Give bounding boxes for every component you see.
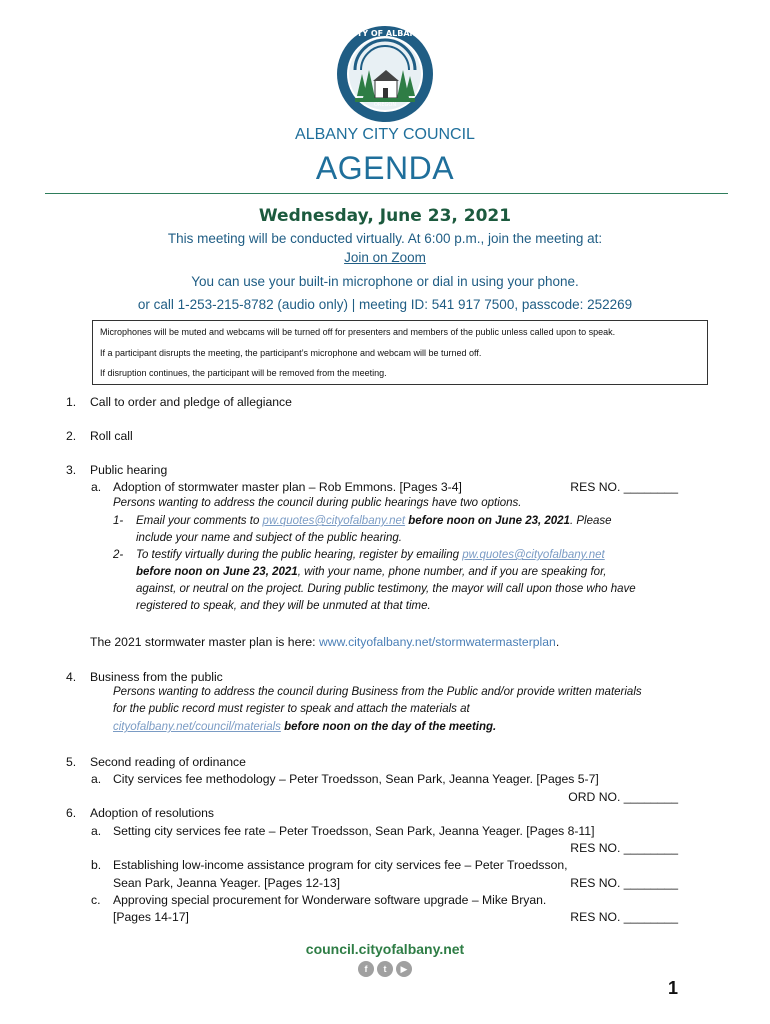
ord-number-field: ORD NO. ________ (568, 790, 678, 804)
option-2-line-3: against, or neutral on the project. During public testimony, the mayor will call upon those who have (136, 583, 636, 595)
facebook-icon[interactable]: f (358, 961, 374, 977)
dial-in-line: or call 1-253-215-8782 (audio only) | meeting ID: 541 917 7500, passcode: 252269 (137, 297, 633, 312)
seal-city-text: CITY OF ALBANY (348, 29, 422, 38)
sub-item-text: Establishing low-income assistance program for city services fee – Peter Troedsson, (113, 858, 568, 872)
item-title: Second reading of ordinance (90, 755, 246, 769)
sub-item-text-cont: [Pages 14-17] (113, 910, 189, 924)
twitter-icon[interactable]: t (377, 961, 393, 977)
item-title: Roll call (90, 429, 133, 443)
option-2-line-2: before noon on June 23, 2021, with your name, phone number, and if you are speaking for, (136, 566, 607, 578)
zoom-link-row (0, 250, 770, 265)
plan-link-line: The 2021 stormwater master plan is here: www.cityofalbany.net/stormwatermasterplan. (90, 635, 560, 649)
sub-item-letter: c. (91, 893, 101, 907)
notice-line-3: If disruption continues, the participant will be removed from the meeting. (100, 368, 387, 378)
item-number: 4. (66, 670, 77, 684)
item-title: Adoption of resolutions (90, 806, 214, 820)
sub-item-letter: a. (91, 480, 102, 494)
agenda-title: AGENDA (315, 150, 455, 186)
item-title: Public hearing (90, 463, 168, 477)
stormwater-plan-link[interactable]: www.cityofalbany.net/stormwatermasterplan (318, 635, 556, 649)
item-number: 2. (66, 429, 77, 443)
microphone-line: You can use your built-in microphone or dial in using your phone. (191, 274, 579, 289)
youtube-icon[interactable]: ▶ (396, 961, 412, 977)
business-line-3: cityofalbany.net/council/materials before noon on the day of the meeting. (113, 721, 497, 733)
item-title: Business from the public (90, 670, 223, 684)
option-1-line-2: include your name and subject of the public hearing. (136, 532, 402, 544)
email-link[interactable]: pw.quotes@cityofalbany.net (462, 549, 605, 561)
hearing-intro: Persons wanting to address the council during public hearings have two options. (113, 497, 522, 509)
option-1-line-1: Email your comments to pw.quotes@cityofalbany.net before noon on June 23, 2021. Please (136, 515, 612, 527)
item-number: 1. (66, 395, 77, 409)
seal-state-text: OREGON (373, 102, 397, 108)
option-number: 1- (113, 515, 124, 527)
res-number-field: RES NO. ________ (570, 910, 678, 924)
city-seal-logo (335, 24, 435, 124)
sub-item-text-cont: Sean Park, Jeanna Yeager. [Pages 12-13] (113, 876, 340, 890)
sub-item-text: Approving special procurement for Wonderware software upgrade – Mike Bryan. (113, 893, 547, 907)
footer-url-link[interactable]: council.cityofalbany.net (305, 941, 465, 957)
meeting-date: Wednesday, June 23, 2021 (258, 206, 512, 226)
item-number: 6. (66, 806, 77, 820)
item-number: 3. (66, 463, 77, 477)
item-number: 5. (66, 755, 77, 769)
option-number: 2- (113, 549, 124, 561)
sub-item-text: Setting city services fee rate – Peter Troedsson, Sean Park, Jeanna Yeager. [Pages 8-11] (113, 824, 595, 838)
business-line-1: Persons wanting to address the council during Business from the Public and/or provide written materials (113, 686, 642, 698)
notice-box (92, 320, 708, 385)
email-link[interactable]: pw.quotes@cityofalbany.net (262, 515, 406, 527)
notice-line-1: Microphones will be muted and webcams will be turned off for presenters and members of the public unless called upon to speak. (100, 327, 616, 337)
notice-line-2: If a participant disrupts the meeting, the participant’s microphone and webcam will be turned off. (100, 348, 482, 358)
option-2-line-1: To testify virtually during the public hearing, register by emailing pw.quotes@cityofalbany.net (136, 549, 605, 561)
materials-link[interactable]: cityofalbany.net/council/materials (113, 721, 281, 733)
sub-item-text: Adoption of stormwater master plan – Rob Emmons. [Pages 3-4] (113, 480, 462, 494)
item-title: Call to order and pledge of allegiance (90, 395, 292, 409)
virtual-meeting-line: This meeting will be conducted virtually. At 6:00 p.m., join the meeting at: (167, 231, 603, 246)
option-2-line-4: registered to speak, and they will be unmuted at that time. (136, 600, 431, 612)
business-line-2: for the public record must register to speak and attach the materials at (113, 703, 470, 715)
res-number-field: RES NO. ________ (570, 876, 678, 890)
join-zoom-link[interactable]: Join on Zoom (344, 250, 426, 265)
page-number: 1 (668, 978, 679, 998)
sub-item-letter: a. (91, 824, 102, 838)
res-number-field: RES NO. ________ (570, 841, 678, 855)
res-number-field: RES NO. ________ (570, 480, 678, 494)
header-divider (45, 193, 728, 194)
sub-item-text: City services fee methodology – Peter Troedsson, Sean Park, Jeanna Yeager. [Pages 5-7] (113, 772, 599, 786)
sub-item-letter: a. (91, 772, 102, 786)
council-name: ALBANY CITY COUNCIL (295, 126, 475, 143)
sub-item-letter: b. (91, 858, 102, 872)
